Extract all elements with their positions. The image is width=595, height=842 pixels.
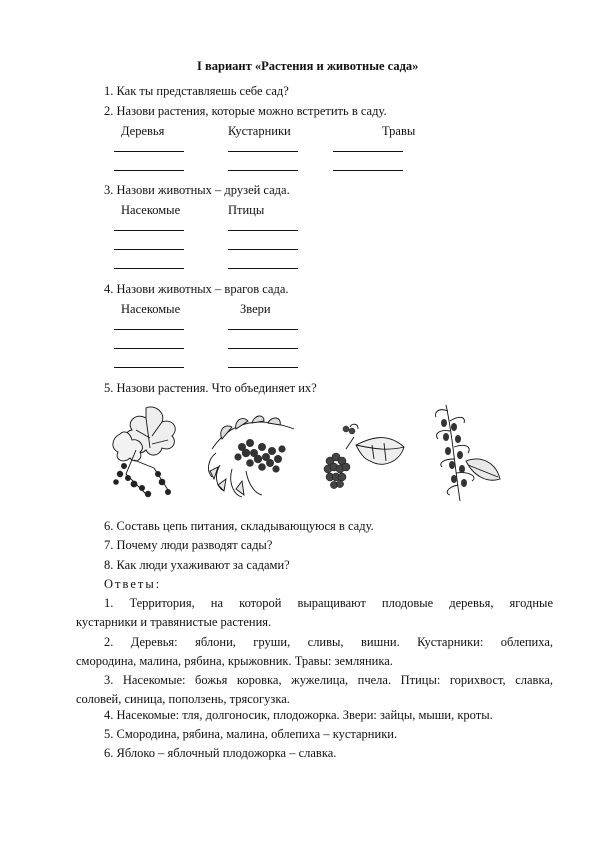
- answer-line[interactable]: [114, 151, 184, 152]
- column-insects-enemies: Насекомые: [121, 302, 181, 316]
- answer-line[interactable]: [228, 329, 298, 330]
- answer-line[interactable]: [228, 268, 298, 269]
- currant-illustration: [106, 404, 192, 500]
- answer-line[interactable]: [228, 151, 298, 152]
- answer-line[interactable]: [333, 151, 403, 152]
- question-8: 8. Как люди ухаживают за садами?: [104, 558, 290, 572]
- column-shrubs: Кустарники: [228, 124, 291, 138]
- answer-4: 4. Насекомые: тля, долгоносик, плодожорка. Звери: зайцы, мыши, кроты.: [104, 708, 493, 722]
- question-4: 4. Назови животных – врагов сада.: [104, 282, 289, 296]
- answer-line[interactable]: [114, 367, 184, 368]
- answer-line[interactable]: [114, 230, 184, 231]
- answer-1-line-2: кустарники и травянистые растения.: [76, 615, 272, 629]
- answer-3-line-1: 3. Насекомые: божья коровка, жужелица, пчела. Птицы: горихвост, славка,: [104, 673, 553, 687]
- answer-1-line-1: 1. Территория, на которой выращивают плодовые деревья, ягодные: [104, 596, 553, 610]
- answer-line[interactable]: [114, 348, 184, 349]
- column-trees: Деревья: [121, 124, 165, 138]
- answer-2-line-1: 2. Деревья: яблони, груши, сливы, вишни. Кустарники: облепиха,: [104, 635, 553, 649]
- column-insects: Насекомые: [121, 203, 181, 217]
- answer-1: [76, 594, 553, 632]
- column-grasses: Травы: [382, 124, 416, 138]
- answer-3: [76, 671, 553, 709]
- answer-line[interactable]: [114, 249, 184, 250]
- answer-2: [76, 633, 553, 671]
- answer-line[interactable]: [228, 230, 298, 231]
- column-beasts: Звери: [240, 302, 271, 316]
- answer-line[interactable]: [228, 170, 298, 171]
- answer-line[interactable]: [333, 170, 403, 171]
- raspberry-illustration: [316, 421, 410, 493]
- answer-line[interactable]: [228, 367, 298, 368]
- answer-line[interactable]: [228, 249, 298, 250]
- column-birds: Птицы: [228, 203, 265, 217]
- rowan-illustration: [202, 409, 310, 505]
- answer-line[interactable]: [114, 170, 184, 171]
- question-3: 3. Назови животных – друзей сада.: [104, 183, 290, 197]
- question-6: 6. Составь цепь питания, складывающуюся в саду.: [104, 519, 374, 533]
- question-1: 1. Как ты представляешь себе сад?: [104, 84, 289, 98]
- page-title: I вариант «Растения и животные сада»: [197, 59, 419, 73]
- answer-3-line-2: соловей, синица, поползень, трясогузка.: [76, 692, 290, 706]
- question-2: 2. Назови растения, которые можно встретить в саду.: [104, 104, 387, 118]
- answer-5: 5. Смородина, рябина, малина, облепиха – кустарники.: [104, 727, 398, 741]
- answers-header: Ответы:: [104, 577, 162, 591]
- question-7: 7. Почему люди разводят сады?: [104, 538, 273, 552]
- answer-line[interactable]: [114, 268, 184, 269]
- sea-buckthorn-illustration: [426, 401, 506, 505]
- answer-line[interactable]: [114, 329, 184, 330]
- answer-6: 6. Яблоко – яблочный плодожорка – славка.: [104, 746, 337, 760]
- question-5: 5. Назови растения. Что объединяет их?: [104, 381, 317, 395]
- answer-2-line-2: смородина, малина, рябина, крыжовник. Травы: земляника.: [76, 654, 393, 668]
- answer-line[interactable]: [228, 348, 298, 349]
